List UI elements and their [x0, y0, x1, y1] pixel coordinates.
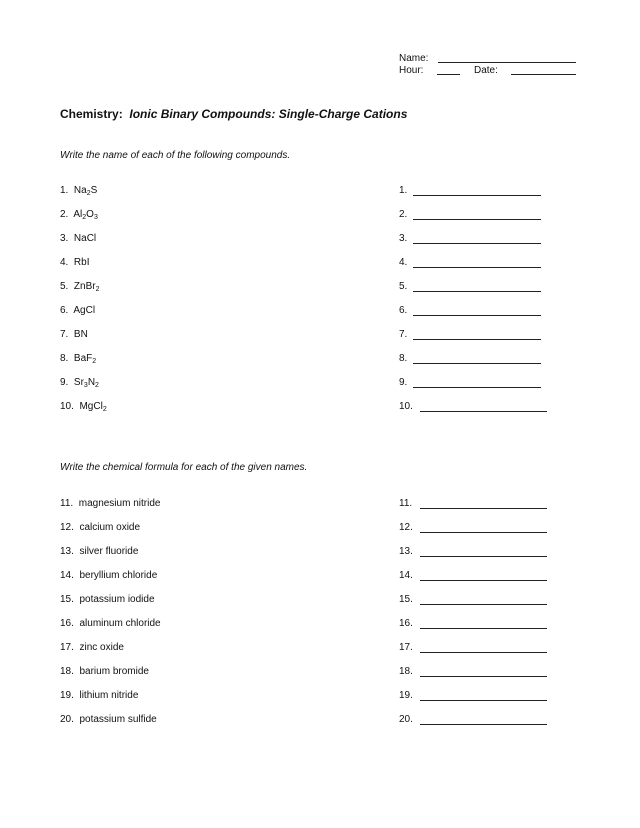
compound-name: calcium oxide [79, 522, 141, 533]
compound-name: potassium sulfide [79, 714, 157, 725]
formula-subscript: 2 [86, 190, 91, 197]
question-number: 18. [60, 666, 74, 677]
answer-blank[interactable] [420, 628, 547, 629]
name-label: Name: [399, 53, 429, 64]
question-3 [60, 233, 96, 247]
answer-number: 8. [399, 353, 408, 364]
formula [73, 305, 95, 316]
name-row [399, 53, 589, 65]
answer-blank[interactable] [413, 363, 541, 364]
formula-part: AgCl [73, 305, 96, 316]
name-field[interactable] [438, 62, 576, 63]
question-17 [60, 642, 124, 656]
formula-part: N [87, 377, 96, 388]
formula-subscript: 2 [95, 286, 100, 293]
answer-blank[interactable] [420, 700, 547, 701]
formula-part: BN [73, 329, 88, 340]
formula [74, 377, 99, 388]
formula-part: Al [73, 209, 83, 220]
answer-blank[interactable] [420, 724, 547, 725]
formula [79, 401, 106, 412]
answer-number: 9. [399, 377, 408, 388]
question-20 [60, 714, 157, 728]
formula-part: BaF [73, 353, 93, 364]
question-6 [60, 305, 95, 319]
question-18 [60, 666, 149, 680]
question-number: 10. [60, 401, 74, 412]
compound-name: magnesium nitride [78, 498, 161, 509]
answer-blank[interactable] [413, 315, 541, 316]
question-number: 13. [60, 546, 74, 557]
question-number: 3. [60, 233, 69, 244]
formula-part: NaCl [73, 233, 97, 244]
formula-subscript: 3 [83, 382, 88, 389]
formula-part: Sr [73, 377, 84, 388]
question-2 [60, 209, 98, 223]
answer-blank[interactable] [420, 604, 547, 605]
compound-name: aluminum chloride [79, 618, 161, 629]
compound-name: zinc oxide [79, 642, 124, 653]
answer-number: 20. [399, 714, 413, 725]
section1-instruction: Write the name of each of the following compounds. [60, 150, 291, 161]
compound-name: lithium nitride [79, 690, 139, 701]
answer-number: 14. [399, 570, 413, 581]
question-number: 17. [60, 642, 74, 653]
formula [74, 233, 96, 244]
question-number: 20. [60, 714, 74, 725]
formula-part: ZnBr [73, 281, 96, 292]
formula-subscript: 3 [93, 214, 98, 221]
answer-number: 7. [399, 329, 408, 340]
formula-subscript: 2 [102, 406, 107, 413]
answer-blank[interactable] [413, 195, 541, 196]
answer-blank[interactable] [420, 652, 547, 653]
answer-number: 10. [399, 401, 413, 412]
answer-blank[interactable] [413, 339, 541, 340]
question-number: 15. [60, 594, 74, 605]
formula [74, 257, 90, 268]
formula-part: Na [73, 185, 87, 196]
hour-date-row [399, 65, 589, 77]
answer-blank[interactable] [413, 243, 541, 244]
question-number: 9. [60, 377, 69, 388]
question-number: 4. [60, 257, 69, 268]
question-number: 19. [60, 690, 74, 701]
formula [74, 329, 88, 340]
formula-part: RbI [73, 257, 90, 268]
answer-number: 16. [399, 618, 413, 629]
formula [74, 185, 97, 196]
title-prefix: Chemistry: [60, 107, 123, 121]
question-14 [60, 570, 157, 584]
question-4 [60, 257, 89, 271]
question-number: 16. [60, 618, 74, 629]
question-number: 5. [60, 281, 69, 292]
answer-number: 6. [399, 305, 408, 316]
answer-blank[interactable] [420, 411, 547, 412]
answer-blank[interactable] [413, 291, 541, 292]
formula-part: O [86, 209, 94, 220]
compound-name: beryllium chloride [79, 570, 158, 581]
date-field[interactable] [511, 74, 576, 75]
compound-name: silver fluoride [79, 546, 139, 557]
question-10 [60, 401, 107, 415]
question-11 [60, 498, 160, 512]
answer-number: 18. [399, 666, 413, 677]
question-7 [60, 329, 88, 343]
question-number: 1. [60, 185, 69, 196]
student-info-header [399, 53, 589, 77]
question-13 [60, 546, 138, 560]
compound-name: barium bromide [79, 666, 149, 677]
question-8 [60, 353, 96, 367]
answer-number: 5. [399, 281, 408, 292]
question-15 [60, 594, 155, 608]
question-number: 7. [60, 329, 69, 340]
answer-number: 13. [399, 546, 413, 557]
question-number: 11. [60, 498, 74, 509]
formula [74, 281, 100, 292]
answer-number: 1. [399, 185, 408, 196]
formula-subscript: 2 [82, 214, 87, 221]
answer-blank[interactable] [420, 556, 547, 557]
question-19 [60, 690, 138, 704]
question-1 [60, 185, 97, 199]
question-5 [60, 281, 99, 295]
question-number: 8. [60, 353, 69, 364]
question-number: 2. [60, 209, 69, 220]
answer-blank[interactable] [413, 267, 541, 268]
question-16 [60, 618, 161, 632]
answer-blank[interactable] [413, 219, 541, 220]
question-number: 12. [60, 522, 74, 533]
date-label: Date: [474, 65, 498, 76]
question-number: 14. [60, 570, 74, 581]
question-12 [60, 522, 140, 536]
compound-name: potassium iodide [79, 594, 155, 605]
answer-number: 19. [399, 690, 413, 701]
answer-number: 17. [399, 642, 413, 653]
title-subtitle: Ionic Binary Compounds: Single-Charge Cations [129, 107, 408, 121]
answer-number: 11. [399, 498, 413, 509]
answer-blank[interactable] [420, 580, 547, 581]
question-number: 6. [60, 305, 69, 316]
question-9 [60, 377, 99, 391]
answer-blank[interactable] [420, 532, 547, 533]
formula [74, 353, 96, 364]
section2-instruction: Write the chemical formula for each of the given names. [60, 462, 308, 473]
answer-blank[interactable] [420, 676, 547, 677]
hour-label: Hour: [399, 65, 424, 76]
answer-blank[interactable] [413, 387, 541, 388]
answer-number: 2. [399, 209, 408, 220]
formula-part: MgCl [79, 401, 103, 412]
formula-part: S [90, 185, 98, 196]
formula-subscript: 2 [92, 358, 97, 365]
page-title [60, 107, 407, 121]
answer-number: 15. [399, 594, 413, 605]
hour-field[interactable] [437, 74, 460, 75]
answer-number: 12. [399, 522, 413, 533]
formula-subscript: 2 [95, 382, 99, 389]
answer-blank[interactable] [420, 508, 547, 509]
formula [73, 209, 98, 220]
answer-number: 3. [399, 233, 408, 244]
answer-number: 4. [399, 257, 408, 268]
